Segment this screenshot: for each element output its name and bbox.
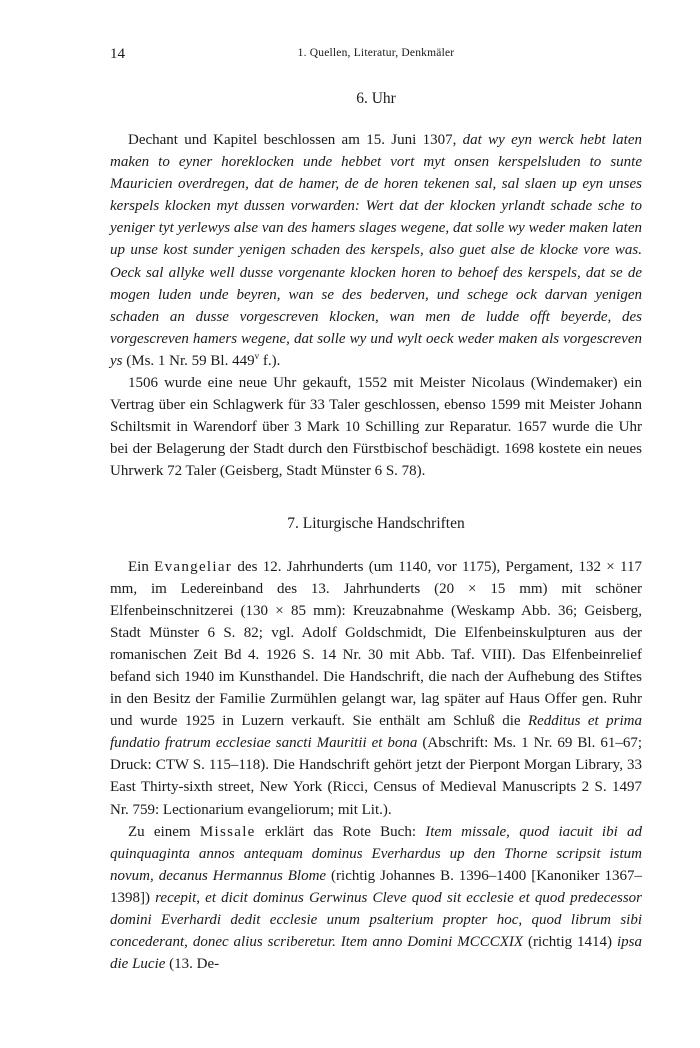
quotation-italic: Item missale, quod iacuit ibi ad quinquaginta annos antequam dominus Everhardus up den Thorne scripsit istum novum, decanus Hermannus Blome [110, 823, 642, 884]
spaced-term: Evangeliar [154, 558, 233, 575]
text-span: erklärt das Rote Buch: [255, 823, 426, 840]
running-head: 1. Quellen, Literatur, Denkmäler [297, 47, 455, 59]
text-span: (13. De- [165, 956, 220, 973]
quotation-italic: recepit, et dicit dominus Gerwinus Cleve quod sit ecclesie et quod predecessor domini Everhardi dedit ecclesie unum psalterium propter hoc, quod librum sibi concederant, donec alius scriberetur. Item anno Domini MCCCXIX [110, 889, 642, 951]
page-header [110, 46, 642, 68]
paragraph-uhr-1 [110, 129, 642, 372]
superscript: v [254, 350, 260, 361]
text-span: (richtig Johannes B. 1396–1400 [Kanoniker 1367–1398]) [110, 867, 642, 906]
text-span: Ein [128, 558, 155, 575]
text-span: (richtig 1414) [523, 934, 617, 951]
section-heading-uhr: 6. Uhr [356, 90, 396, 107]
paragraph-uhr-2: 1506 wurde eine neue Uhr gekauft, 1552 mit Meister Nicolaus (Windemaker) ein Vertrag über ein Schlagwerk für 33 Taler geschlossen, ebenso 1599 mit Meister Johann Schiltsmit in Warendorf über 3 Mark 10 Schilling zur Reparatur. 1657 wurde die Uhr bei der Belagerung der Stadt durch den Fürstbischof beschädigt. 1698 kostete ein neues Uhrwerk 72 Taler (Geisberg, Stadt Münster 6 S. 78). [110, 375, 642, 480]
quotation-italic: Redditus et prima fundatio fratrum ecclesiae sancti Mauritii et bona [110, 713, 642, 752]
quotation-italic: ipsa die Lucie [110, 934, 642, 973]
section-heading-handschriften: 7. Liturgische Handschriften [287, 514, 465, 532]
quotation-italic: dat wy eyn werck hebt laten maken to eyner horeklocken unde hebbet vort myt onsen kerspelsluden to sunte Mauricien overdregen, dat de hamer, de de horen tekenen sal, sal slaen up eyn unses kerspels klocken myt dussen vorwarden: Wert dat der klocken yrlandt schade sche to yeniger tyt yerlewys alse van des hamers slages wegene, dat solle wy weder maken laten up unse kost sunder yenigen schaden des kerspels, also guet alse de klocke vore was. Oeck sal allyke well dusse vorgenante klocken horen to behoef des kerspels, dat se de mogen luden unde beyren, wan se des bederven, und schege ock darvan yenigen schaden an dusse vorgescreven klocken, wan men de ludde offt beyerde, des vorgescreven hamers wegene, dat solle wy und wylt oeck weder maken als vorgescreven ys [110, 132, 642, 369]
text-span: f.). [259, 352, 281, 369]
page-number: 14 [110, 46, 125, 62]
text-span: des 12. Jahrhunderts (um 1140, vor 1175), Pergament, 132 × 117 mm, im Ledereinband des 13. Jahrhunderts (20 × 15 mm) mit schöner Elfenbeinschnitzerei (130 × 85 mm): Kreuzabnahme (Weskamp Abb. 36; Geisberg, Stadt Münster 6 S. 82; vgl. Adolf Goldschmidt, Die Elfenbeinskulpturen aus der romanischen Zeit Bd 4. 1926 S. 14 Nr. 30 mit Abb. Taf. VIII). Das Elfenbeinrelief befand sich 1940 im Kunsthandel. Die Handschrift, die nach der Aufhebung des Stiftes in den Besitz der Familie Zurmühlen gelangt war, lag später auf Haus Offer gen. Ruhr und wurde 1925 in Luzern verkauft. Sie enthält am Schluß die [110, 558, 642, 730]
text-span: (Ms. 1 Nr. 59 Bl. 449 [122, 352, 255, 369]
text-span: Zu einem [128, 823, 200, 840]
document-page [110, 46, 642, 975]
paragraph-missale [110, 821, 642, 976]
text-span: Dechant und Kapitel beschlossen am 15. Juni 1307, [128, 132, 463, 148]
text-span: (Abschrift: Ms. 1 Nr. 69 Bl. 61–67; Druck: CTW S. 115–118). Die Handschrift gehört jetzt der Pierpont Morgan Library, 33 East Thirty-sixth street, New York (Ricci, Census of Medieval Manuscripts 2 S. 1497 Nr. 759: Lectionarium evangeliorum; mit Lit.). [110, 735, 642, 818]
spaced-term: Missale [199, 823, 256, 840]
paragraph-evangeliar [110, 556, 642, 821]
